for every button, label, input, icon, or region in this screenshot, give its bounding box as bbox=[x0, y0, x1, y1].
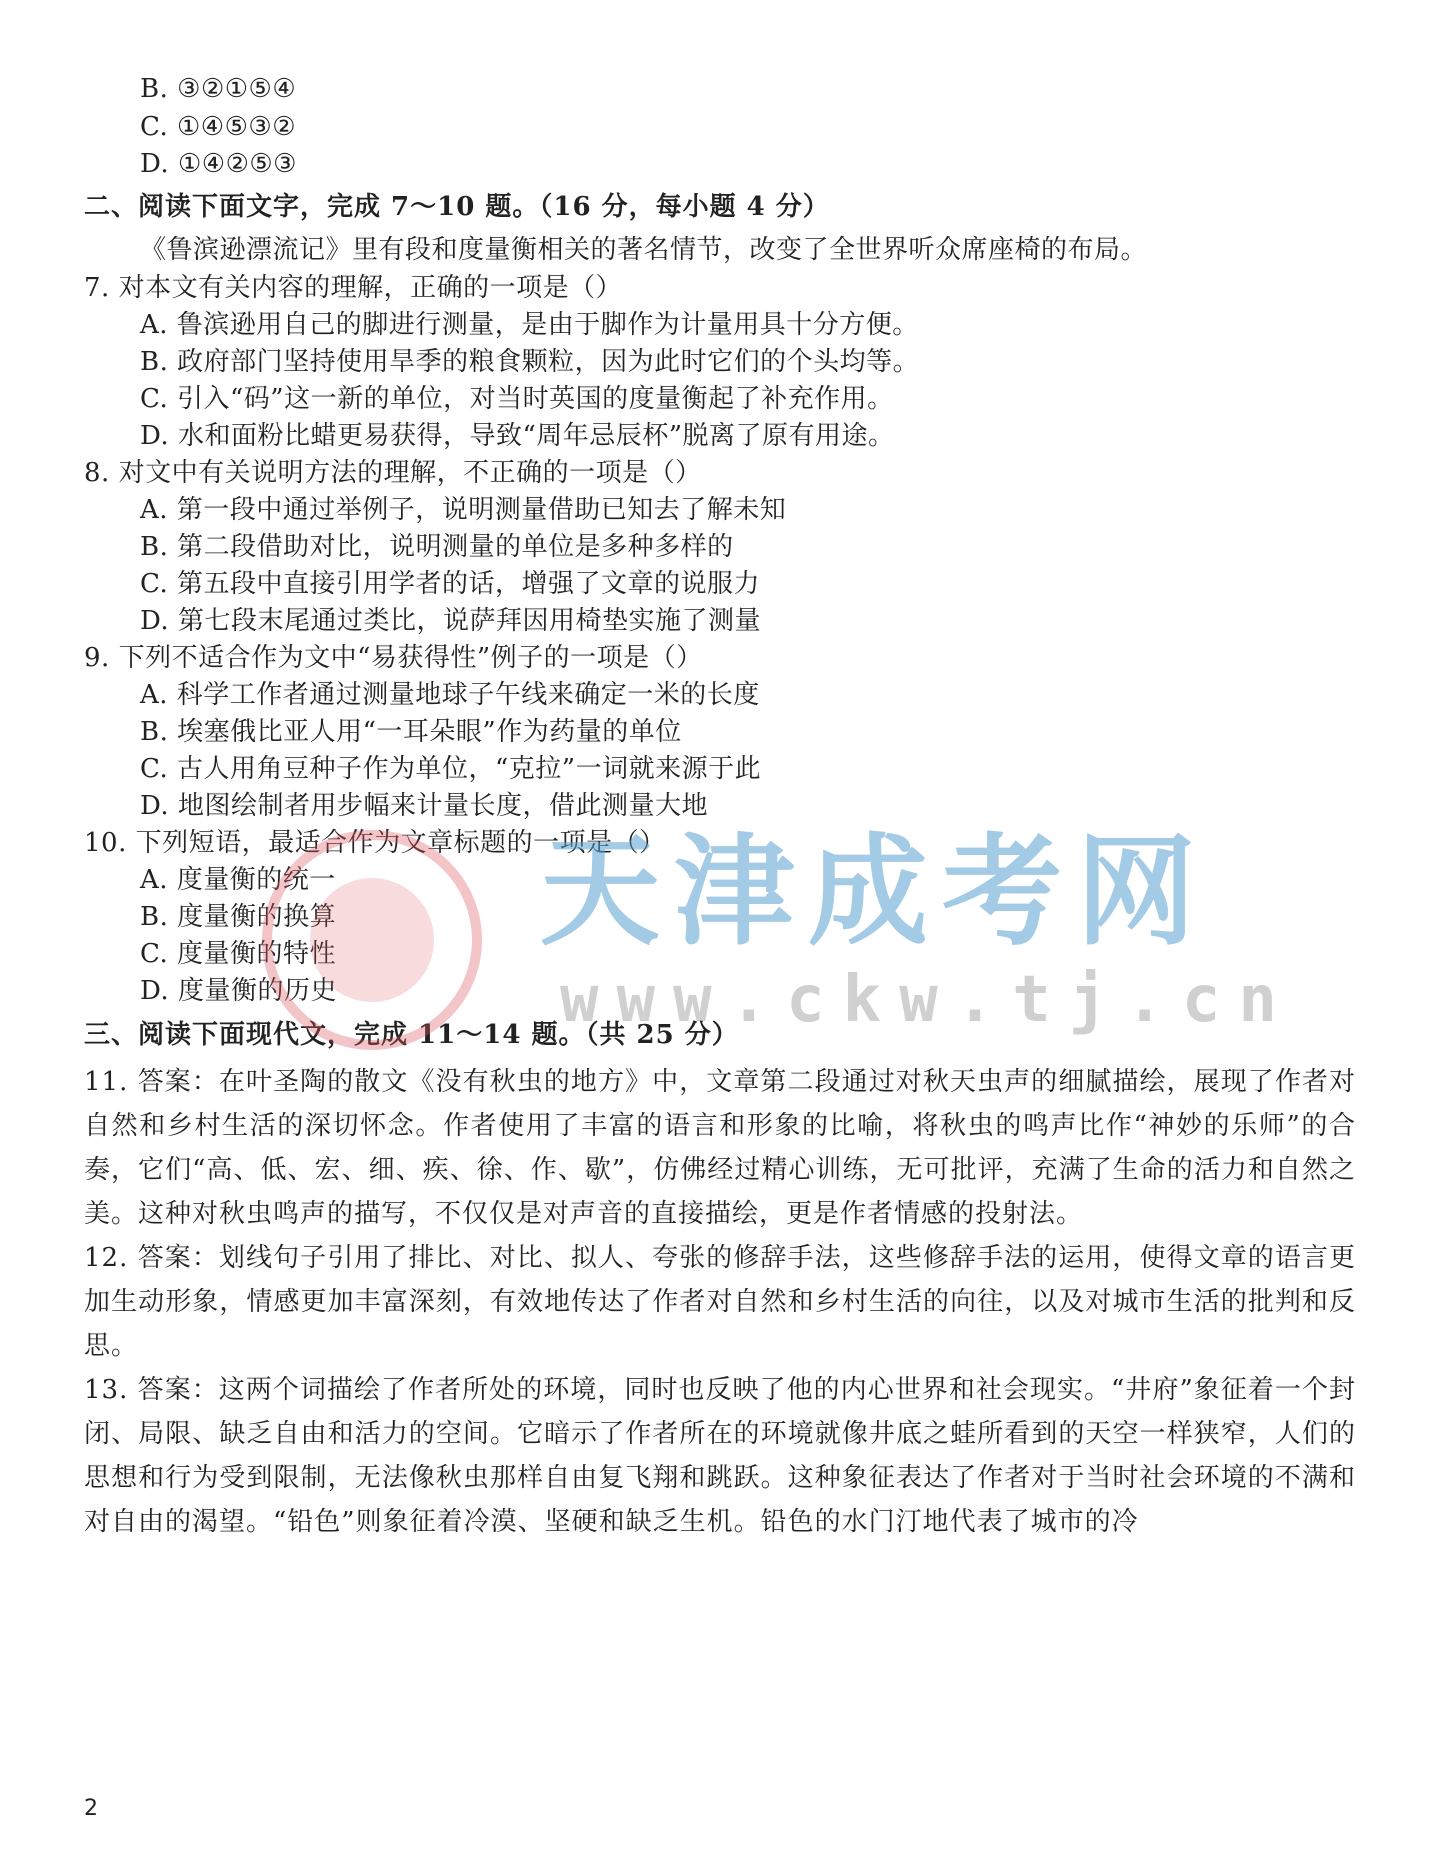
question-8-option-a: A. 第一段中通过举例子，说明测量借助已知去了解未知 bbox=[140, 495, 787, 525]
question-7-option-c: C. 引入“码”这一新的单位，对当时英国的度量衡起了补充作用。 bbox=[140, 384, 894, 414]
question-9-stem: 9. 下列不适合作为文中“易获得性”例子的一项是（） bbox=[84, 643, 703, 673]
question-10-option-a: A. 度量衡的统一 bbox=[140, 865, 336, 895]
section-3-heading: 三、阅读下面现代文，完成 11～14 题。（共 25 分） bbox=[84, 1020, 739, 1050]
page-number: 2 bbox=[84, 1796, 98, 1821]
question-7-option-d: D. 水和面粉比蜡更易获得，导致“周年忌辰杯”脱离了原有用途。 bbox=[140, 421, 895, 451]
question-8-stem: 8. 对文中有关说明方法的理解，不正确的一项是（） bbox=[84, 458, 702, 488]
question-8-option-d: D. 第七段末尾通过类比，说萨拜因用椅垫实施了测量 bbox=[140, 606, 761, 636]
question-7-option-a: A. 鲁滨逊用自己的脚进行测量，是由于脚作为计量用具十分方便。 bbox=[140, 310, 919, 340]
question-7-stem: 7. 对本文有关内容的理解，正确的一项是（） bbox=[84, 273, 623, 303]
question-10-option-b: B. 度量衡的换算 bbox=[140, 902, 337, 932]
question-10-option-d: D. 度量衡的历史 bbox=[140, 976, 337, 1006]
question-8-option-c: C. 第五段中直接引用学者的话，增强了文章的说服力 bbox=[140, 569, 760, 599]
watermark-title: 天津成考网 bbox=[540, 823, 1210, 962]
option-b-top: B. ③②①⑤④ bbox=[140, 74, 297, 104]
question-9-option-b: B. 埃塞俄比亚人用“一耳朵眼”作为药量的单位 bbox=[140, 717, 682, 747]
answer-11: 11. 答案：在叶圣陶的散文《没有秋虫的地方》中，文章第二段通过对秋天虫声的细腻描绘，展现了作者对自然和乡村生活的深切怀念。作者使用了丰富的语言和形象的比喻，将秋虫的鸣声比作“神妙的乐师”的合奏，它们“高、低、宏、细、疾、徐、作、歇”，仿佛经过精心训练，无可批评，充满了生命的活力和自然之美。这种对秋虫鸣声的描写，不仅仅是对声音的直接描绘，更是作者情感的投射法。 bbox=[84, 1067, 1356, 1229]
watermark-url: www.ckw.tj.cn bbox=[560, 963, 1295, 1037]
question-7-option-b: B. 政府部门坚持使用旱季的粮食颗粒，因为此时它们的个头均等。 bbox=[140, 347, 920, 377]
question-9-option-c: C. 古人用角豆种子作为单位，“克拉”一词就来源于此 bbox=[140, 754, 762, 784]
watermark-seal-center bbox=[310, 878, 434, 1002]
option-d-top: D. ①④②⑤③ bbox=[140, 149, 297, 179]
section-2-heading: 二、阅读下面文字，完成 7～10 题。（16 分，每小题 4 分） bbox=[84, 192, 830, 222]
question-9-option-d: D. 地图绘制者用步幅来计量长度，借此测量大地 bbox=[140, 791, 708, 821]
question-10-stem: 10. 下列短语，最适合作为文章标题的一项是（） bbox=[84, 828, 666, 858]
answer-12: 12. 答案：划线句子引用了排比、对比、拟人、夸张的修辞手法，这些修辞手法的运用，使得文章的语言更加生动形象，情感更加丰富深刻，有效地传达了作者对自然和乡村生活的向往，以及对城市生活的批判和反思。 bbox=[84, 1243, 1356, 1361]
option-c-top: C. ①④⑤③② bbox=[140, 112, 297, 142]
question-9-option-a: A. 科学工作者通过测量地球子午线来确定一米的长度 bbox=[140, 680, 760, 710]
question-10-option-c: C. 度量衡的特性 bbox=[140, 939, 336, 969]
section-2-intro: 《鲁滨逊漂流记》里有段和度量衡相关的著名情节，改变了全世界听众席座椅的布局。 bbox=[140, 235, 1148, 265]
answer-13: 13. 答案：这两个词描绘了作者所处的环境，同时也反映了他的内心世界和社会现实。“井府”象征着一个封闭、局限、缺乏自由和活力的空间。它暗示了作者所在的环境就像井底之蛙所看到的天空一样狭窄，人们的思想和行为受到限制，无法像秋虫那样自由复飞翔和跳跃。这种象征表达了作者对于当时社会环境的不满和对自由的渴望。“铅色”则象征着冷漠、坚硬和缺乏生机。铅色的水门汀地代表了城市的冷 bbox=[84, 1375, 1356, 1537]
question-8-option-b: B. 第二段借助对比，说明测量的单位是多种多样的 bbox=[140, 532, 734, 562]
